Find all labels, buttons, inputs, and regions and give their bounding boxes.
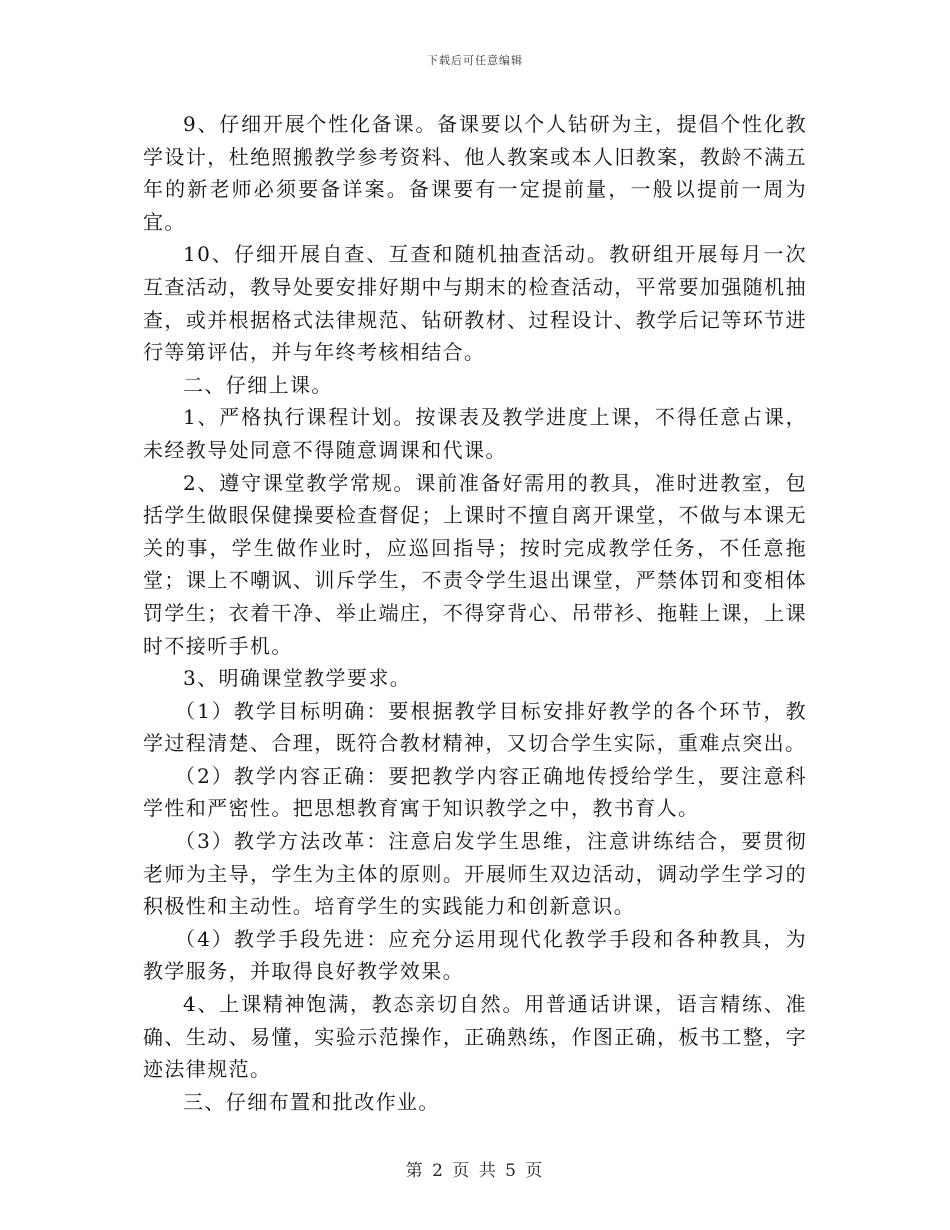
paragraph-item-3: 3、明确课堂教学要求。 [183,666,412,691]
page-number-indicator: 第 2 页 共 5 页 [405,1161,545,1181]
sub-paragraph-1: （1）教学目标明确：要根据教学目标安排好教学的各个环节，教学过程清楚、合理，既符合教材精神，又切合学生实际，重难点突出。 [143,698,807,756]
paragraph-item-10: 10、仔细开展自查、互查和随机抽查活动。教研组开展每月一次互查活动，教导处要安排好期中与期末的检查活动，平常要加强随机抽查，或并根据格式法律规范、钻研教材、过程设计、教学后记等环节进行等第评估，并与年终考核相结合。 [143,242,807,365]
document-body [143,108,807,1118]
sub-paragraph-4: （4）教学手段先进：应充分运用现代化教学手段和各种教具，为教学服务，并取得良好教学效果。 [143,926,807,984]
section-heading-3: 三、仔细布置和批改作业。 [183,1089,440,1114]
page-header-note: 下载后可任意编辑 [427,54,523,67]
paragraph-item-2: 2、遵守课堂教学常规。课前准备好需用的教具，准时进教室，包括学生做眼保健操要检查督促；上课时不擅自离开课堂，不做与本课无关的事，学生做作业时，应巡回指导；按时完成教学任务，不任意拖堂；课上不嘲讽、训斥学生，不责令学生退出课堂，严禁体罚和变相体罚学生；衣着干净、举止端庄，不得穿背心、吊带衫、拖鞋上课，上课时不接听手机。 [143,470,807,658]
section-heading-2: 二、仔细上课。 [183,372,333,397]
paragraph-item-1: 1、严格执行课程计划。按课表及教学进度上课，不得任意占课，未经教导处同意不得随意调课和代课。 [143,405,807,462]
sub-paragraph-3: （3）教学方法改革：注意启发学生思维，注意讲练结合，要贯彻老师为主导，学生为主体的原则。开展师生双边活动，调动学生学习的积极性和主动性。培育学生的实践能力和创新意识。 [143,829,807,919]
sub-paragraph-2: （2）教学内容正确：要把教学内容正确地传授给学生，要注意科学性和严密性。把思想教育寓于知识教学之中，教书育人。 [143,763,807,821]
paragraph-item-4: 4、上课精神饱满，教态亲切自然。用普通话讲课，语言精练、准确、生动、易懂，实验示范操作，正确熟练，作图正确，板书工整，字迹法律规范。 [143,992,807,1082]
paragraph-item-9: 9、仔细开展个性化备课。备课要以个人钻研为主，提倡个性化教学设计，杜绝照搬教学参考资料、他人教案或本人旧教案，教龄不满五年的新老师必须要备详案。备课要有一定提前量，一般以提前一周为宜。 [143,112,807,234]
